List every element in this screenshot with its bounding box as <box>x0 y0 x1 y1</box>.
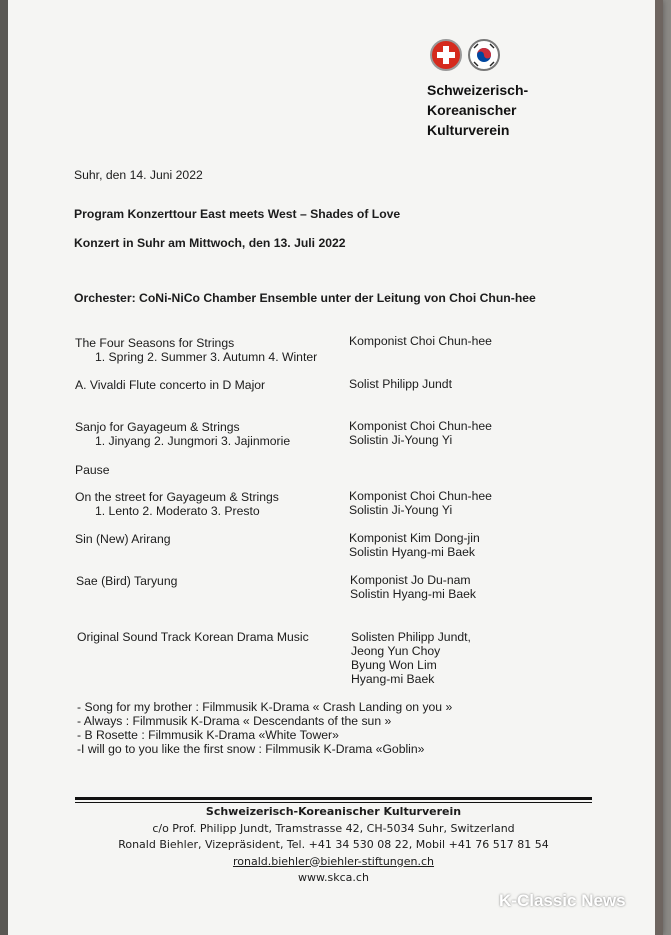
orchestra-heading: Orchester: CoNi-NiCo Chamber Ensemble unter der Leitung von Choi Chun-hee <box>74 291 536 305</box>
footer-contact: Ronald Biehler, Vizepräsident, Tel. +41 34 530 08 22, Mobil +41 76 517 81 54 <box>118 838 549 851</box>
program-item-credit: Byung Won Lim <box>351 658 437 672</box>
footer-address: c/o Prof. Philipp Jundt, Tramstrasse 42, CH-5034 Suhr, Switzerland <box>152 821 515 835</box>
song-list-item: - B Rosette : Filmmusik K-Drama «White Tower» <box>77 728 339 742</box>
brand-line-3: Kulturverein <box>427 122 510 138</box>
program-item-credit: Solistin Ji-Young Yi <box>349 433 453 447</box>
program-item-title: The Four Seasons for Strings <box>75 336 235 350</box>
song-list-item: -I will go to you like the first snow : Filmmusik K-Drama «Goblin» <box>77 742 425 756</box>
song-list-item: - Song for my brother : Filmmusik K-Drama « Crash Landing on you » <box>77 700 453 714</box>
brand-line-2: Koreanischer <box>427 102 517 118</box>
watermark-k-classic-news: K-Classic News <box>499 891 626 910</box>
program-item-credit: Solistin Hyang-mi Baek <box>350 587 476 601</box>
program-item-credit: Komponist Kim Dong-jin <box>349 531 480 545</box>
program-item-credit: Komponist Choi Chun-hee <box>349 489 492 503</box>
footer-org: Schweizerisch-Koreanischer Kulturverein <box>205 805 462 818</box>
program-item-title: Original Sound Track Korean Drama Music <box>77 630 309 644</box>
logo-flags <box>430 37 510 73</box>
footer <box>75 804 592 887</box>
program-item-parts: 1. Jinyang 2. Jungmori 3. Jajinmorie <box>95 434 291 448</box>
program-item-credit: Solist Philipp Jundt <box>349 377 452 391</box>
footer-email-link[interactable]: ronald.biehler@biehler-stiftungen.ch <box>232 854 435 868</box>
program-item-parts: 1. Lento 2. Moderato 3. Presto <box>95 504 260 518</box>
photo-edge-right <box>655 0 663 935</box>
program-item-title: A. Vivaldi Flute concerto in D Major <box>75 378 266 392</box>
korean-flag-icon <box>468 39 500 71</box>
program-item-credit: Jeong Yun Choy <box>351 644 441 658</box>
song-list-item: - Always : Filmmusik K-Drama « Descendants of the sun » <box>77 714 392 728</box>
date-line: Suhr, den 14. Juni 2022 <box>74 168 203 182</box>
program-item-credit: Solistin Hyang-mi Baek <box>349 545 475 559</box>
photo-edge-left <box>0 0 8 935</box>
program-heading: Program Konzerttour East meets West – Shades of Love <box>74 207 401 221</box>
program-item-credit: Komponist Jo Du-nam <box>350 573 471 587</box>
program-item-credit: Hyang-mi Baek <box>351 672 435 686</box>
program-item-title: Sanjo for Gayageum & Strings <box>75 420 240 434</box>
footer-website: www.skca.ch <box>298 871 369 884</box>
footer-divider-thin <box>75 802 592 803</box>
swiss-flag-icon <box>430 39 462 71</box>
pause-label: Pause <box>75 463 110 477</box>
program-item-credit: Komponist Choi Chun-hee <box>349 334 492 348</box>
program-item-credit: Solisten Philipp Jundt, <box>351 630 471 644</box>
brand-line-1: Schweizerisch- <box>427 82 529 98</box>
brand-name <box>427 80 528 140</box>
letter-page <box>8 0 663 935</box>
program-item-credit: Komponist Choi Chun-hee <box>349 419 492 433</box>
program-item-title: Sae (Bird) Taryung <box>76 574 178 588</box>
program-item-credit: Solistin Ji-Young Yi <box>349 503 453 517</box>
concert-heading: Konzert in Suhr am Mittwoch, den 13. Juli 2022 <box>74 236 346 250</box>
program-item-title: Sin (New) Arirang <box>75 532 171 546</box>
program-item-title: On the street for Gayageum & Strings <box>75 490 279 504</box>
program-item-parts: 1. Spring 2. Summer 3. Autumn 4. Winter <box>95 350 318 364</box>
footer-divider <box>75 797 592 800</box>
